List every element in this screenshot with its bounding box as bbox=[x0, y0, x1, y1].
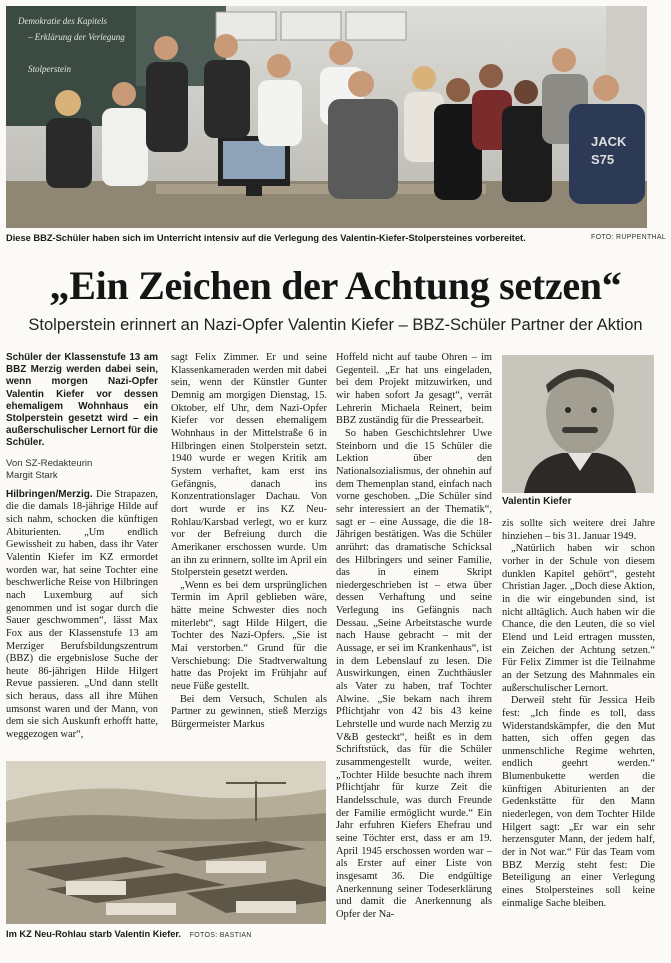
sweater-text-1: JACK bbox=[591, 134, 627, 149]
paragraph-1-text: Die Strapazen, die die damals 18-jährige Hilde auf sich nahm, schocken die künftigen Abiturienten. „Um endlich Gewissheit zu haben, dass ihr Vater Valentin Kiefer im KZ ermordet worden war, hat seine Tochter eine beschwerliche Reise von Hilbringen nach Luxemburg auf sich genommen und ist sogar durch die Sauer geschwommen“, lässt Max Fox aus der Klassenstufe 13 am Merziger Berufsbildungszentrum (BBZ) die ergebnislose Suche der heute 86-jährigen Hilde Hilgert Revue passieren. „Und dann stellt sich heraus, dass all ihre Mühen umsonst waren und der Mann, von dem sie sich Auskunft erhofft hatte, weggezogen war“, bbox=[6, 488, 158, 741]
author-line-2: Margit Stark bbox=[6, 469, 58, 481]
paragraph-3: „Wenn es bei dem ursprünglichen Termin im April geblieben wäre, hätte meine Schwester dies noch miterlebt“, sagt Hilde Hilgert, die Tochter des Nazi-Opfers. „Sie ist Mai verstorben.“ Grund für die Verschiebung: Die Stadtverwaltung hatte das Projekt im Frühjahr auf neue Füße gestellt. bbox=[171, 579, 327, 693]
column-1 bbox=[6, 352, 158, 742]
paragraph-7: zis sollte sich weitere drei Jahre hinziehen – bis 31. Januar 1949. bbox=[502, 518, 655, 542]
column-4 bbox=[502, 518, 655, 910]
top-photo-caption-text: Diese BBZ-Schüler haben sich im Unterricht intensiv auf die Verlegung des Valentin-Kiefer-Stolpersteines vorbereitet. bbox=[6, 233, 526, 243]
sweater-text-2: S75 bbox=[591, 152, 615, 167]
paragraph-2: sagt Felix Zimmer. Er und seine Klassenkameraden werden mit dabei sein, wenn der Künstler Gunter Demnig am morgigen Dienstag, 15. Oktober, elf Uhr, dem Nazi-Opfer Kiefer vor dessen ehemaligem Wohnhaus in der Mittelstraße 6 in Hilbringen einen Stolperstein setzt. 1940 wurde er wegen Kritik am System verhaftet, kam erst ins Gefängnis, danach ins Konzentrationslager Dachau. Von dort wurde er ins KZ Neu-Rohlau/Karsbad verlegt, wo er kurz vor der Befreiung durch die Amerikaner erschossen wurde. Um an ihn zu erinnern, sollte im April ein Stolperstein gesetzt werden. bbox=[171, 352, 327, 579]
blackboard-text-1: Demokratie des Kapitels bbox=[18, 16, 107, 26]
portrait-caption: Valentin Kiefer bbox=[502, 496, 572, 507]
paragraph-4: Bei dem Versuch, Schulen als Partner zu gewinnen, stieß Merzigs Bürgermeister Markus bbox=[171, 693, 327, 731]
subheadline: Stolperstein erinnert an Nazi-Opfer Valentin Kiefer – BBZ-Schüler Partner der Aktion bbox=[28, 316, 643, 334]
paragraph-9: Derweil steht für Jessica Heib fest: „Ich finde es toll, dass Widerstandskämpfer, die den Mut hatten, sich offen gegen das unmenschliche Regime wehrten, endlich geehrt werden.“ Blumenbukette werden die künftigen Abiturienten an der Gedenkstätte für den Mann niederlegen, von dem Tochter Hilde Hilgert sagt: „Er war ein sehr herzensguter Mann, der jedem half, der in Not war.“ Für das Team vom BBZ Merzig steht fest: Die Beteiligung an einer Verlegung eines Stolpersteines soll keine einmalige Sache bleiben. bbox=[502, 695, 655, 909]
author bbox=[6, 458, 158, 482]
paragraph-5: Hoffeld nicht auf taube Ohren – im Gegenteil. „Er hat uns eingeladen, bei dem Projekt mitzuwirken, und wir haben sofort Ja gesagt“, verrät Lehrerin Michaela Reinert, beim BBZ zuständig für die Pressearbeit. bbox=[336, 352, 492, 427]
blackboard-text-3: Stolperstein bbox=[28, 64, 71, 74]
dateline: Hilbringen/Merzig. bbox=[6, 488, 93, 500]
bottom-photo-caption-text: Im KZ Neu-Rohlau starb Valentin Kiefer. bbox=[6, 929, 182, 939]
bottom-photo-credit: FOTOS: BASTIAN bbox=[189, 932, 252, 939]
bottom-photo-caption bbox=[6, 929, 252, 939]
blackboard-text-2: – Erklärung der Verlegung bbox=[28, 32, 125, 42]
paragraph-6: So haben Geschichtslehrer Uwe Steinborn und die 15 Schüler die Lektion über den Nationalsozialismus, der ohnehin auf dem Themenplan stand, einfach nach vorne geschoben. „Die Schüler sind sehr interessiert an der Thematik“, sagt er – eine Aussage, die die 18-Jährigen bestätigen. Was die Schüler anrührt: das dramatische Schicksal des Hilbringers und seiner Familie, das in einem Skript niedergeschrieben ist – etwa über dessen Verhaftung und seine Verlegung ins Gefängnis nach Dessau. „Seine Arbeitstasche wurde nach Hause gebracht – mit der Aussage, er sei im Krankenhaus“, ist in dem Lebenslauf zu lesen. Die Auswirkungen, einen Zuchthäusler als Vater zu haben, traf Tochter Alwine. „Sie bekam nach ihrem Pflichtjahr von 42 bis 43 keine Lehrstelle und wurde nach Merzig zu V&B gesteckt“, heißt es in dem Schriftstück, das für die Schüler zusammengestellt wurde, weiter. „Tochter Hilde besuchte nach ihrem Pflichtjahr für kurze Zeit die Handelsschule, was durch Freunde der Familie ermöglicht wurde.“ Ein Jahr erfuhren Kiefers Ehefrau und seine Töchter erst, dass er am 19. April 1945 erschossen worden war – als Erster auf einer Liste von insgesamt 36. Die endgültige Anerkennung seiner Todeserklärung und damit die Anerkennung als Opfer der Na- bbox=[336, 427, 492, 920]
portrait-photo bbox=[502, 355, 654, 493]
class-photo bbox=[6, 6, 647, 228]
teaser: Schüler der Klassenstufe 13 am BBZ Merzig werden dabei sein, wenn morgen Nazi-Opfer Valentin Kiefer vor dessen ehemaligem Wohnhaus ein Stolperstein gesetzt wird – ein außerschulischer Lernort für die Schüler. bbox=[6, 352, 159, 449]
headline: „Ein Zeichen der Achtung setzen“ bbox=[49, 263, 622, 308]
top-photo-caption bbox=[6, 233, 667, 243]
column-3 bbox=[336, 352, 492, 922]
top-photo-credit: FOTO: RUPPENTHAL bbox=[591, 234, 667, 241]
camp-photo bbox=[6, 761, 326, 924]
column-2 bbox=[171, 352, 327, 732]
paragraph-1 bbox=[6, 489, 158, 742]
author-line-1: Von SZ-Redakteurin bbox=[6, 457, 93, 469]
paragraph-8: „Natürlich haben wir schon vorher in der Schule von diesem dunklen Kapitel gehört“, gesteht Christian Jager. „Doch diese Aktion, in die wir eingebunden sind, ist nicht alltäglich. Auch haben wir die Chance, die den Leuten, die so viel Elend und Leid ertragen mussten, ein Zeichen der Achtung setzen.“ Für Felix Zimmer ist die Teilnahme an der Setzung des Mahnmales ein außerschulischer Lernort. bbox=[502, 543, 655, 694]
